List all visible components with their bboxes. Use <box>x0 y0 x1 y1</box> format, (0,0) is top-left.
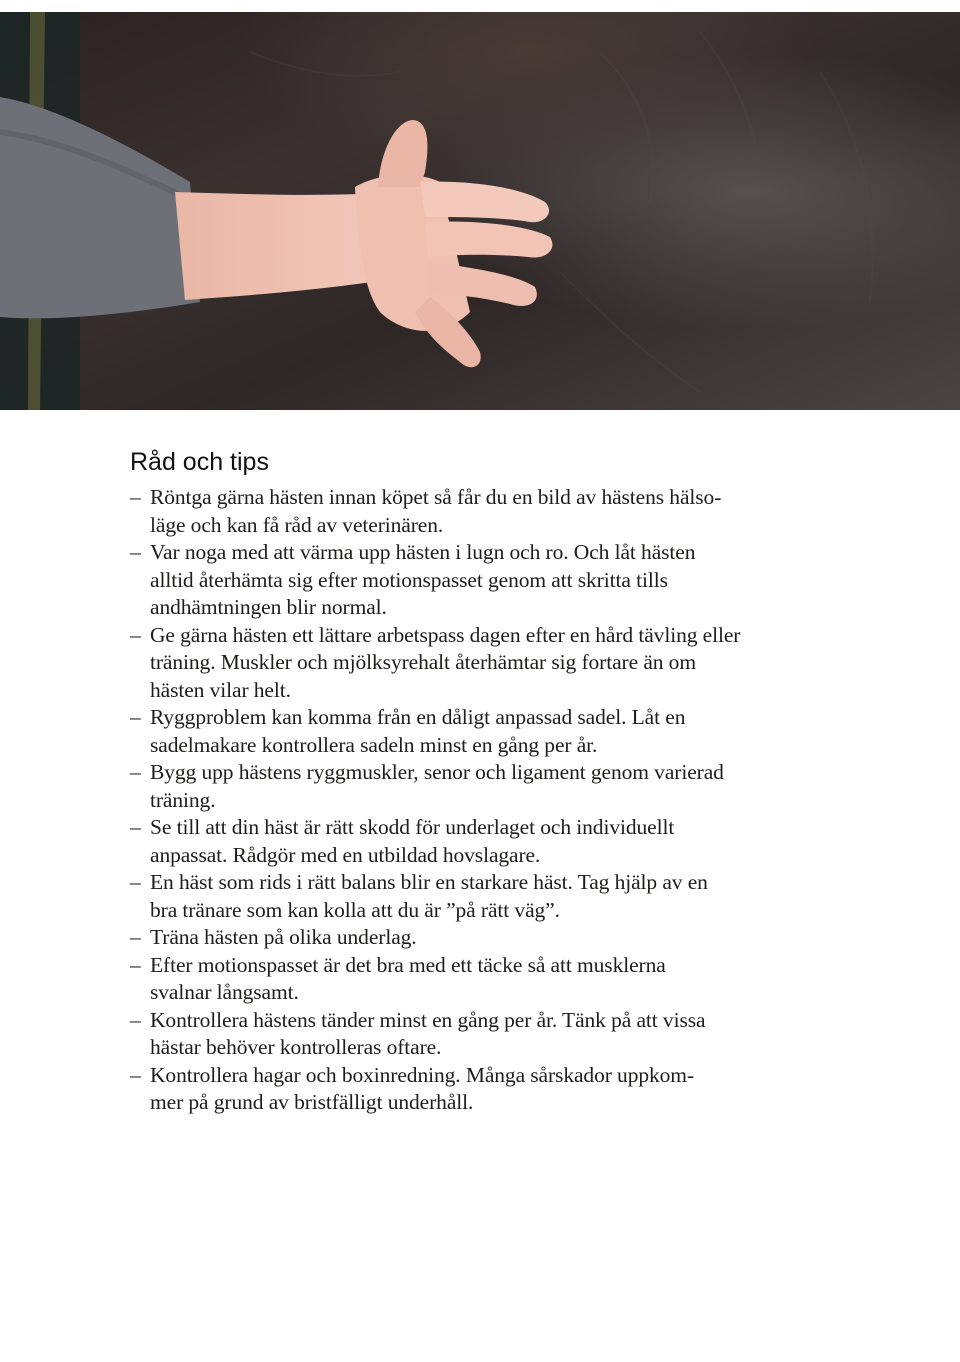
tip-text-line: hästen vilar helt. <box>150 677 291 702</box>
horse-photo <box>0 12 960 410</box>
tips-list <box>130 484 830 1117</box>
tip-text-line: Ryggproblem kan komma från en dåligt anpassad sadel. Låt en <box>150 705 686 729</box>
tip-text-line: alltid återhämta sig efter motionspasset genom att skritta tills <box>150 567 668 592</box>
tip-item <box>130 924 830 952</box>
tip-text-line: Var noga med att värma upp hästen i lugn och ro. Och låt hästen <box>150 540 696 564</box>
dash-bullet: – <box>130 1062 141 1087</box>
tip-text-line: Bygg upp hästens ryggmuskler, senor och ligament genom varierad <box>150 760 724 784</box>
tip-text-line: träning. Muskler och mjölksyrehalt återhämtar sig fortare än om <box>150 650 696 674</box>
tip-text-line: svalnar långsamt. <box>150 980 299 1004</box>
tip-item <box>130 759 830 814</box>
tip-text-line: anpassat. Rådgör med en utbildad hovslagare. <box>150 842 541 867</box>
tip-text-line: mer på grund av bristfälligt underhåll. <box>150 1090 474 1114</box>
dash-bullet: – <box>130 485 141 509</box>
tip-item <box>130 869 830 924</box>
tip-text-line: bra tränare som kan kolla att du är ”på rätt väg”. <box>150 897 560 922</box>
dash-bullet: – <box>130 705 141 729</box>
dash-bullet: – <box>130 760 141 784</box>
tip-text-line: andhämtningen blir normal. <box>150 595 387 619</box>
dash-bullet: – <box>130 925 141 949</box>
tip-text-line: läge och kan få råd av veterinären. <box>150 512 444 537</box>
tip-text-line: Efter motionspasset är det bra med ett täcke så att musklerna <box>150 952 666 977</box>
tip-item <box>130 704 830 759</box>
tip-text-line: Ge gärna hästen ett lättare arbetspass dagen efter en hård tävling eller <box>150 622 741 647</box>
tip-text-line: Kontrollera hästens tänder minst en gång per år. Tänk på att vissa <box>150 1007 706 1032</box>
tip-item <box>130 539 830 622</box>
dash-bullet: – <box>130 622 141 647</box>
tip-item <box>130 814 830 869</box>
tip-text-line: Se till att din häst är rätt skodd för underlaget och individuellt <box>150 815 675 839</box>
tip-text-line: Röntga gärna hästen innan köpet så får du en bild av hästens hälso- <box>150 485 722 509</box>
dash-bullet: – <box>130 952 141 977</box>
tip-item <box>130 484 830 539</box>
tip-text-line: Träna hästen på olika underlag. <box>150 925 417 949</box>
tip-text-line: En häst som rids i rätt balans blir en starkare häst. Tag hjälp av en <box>150 870 708 894</box>
tip-item <box>130 622 830 705</box>
tip-text-line: sadelmakare kontrollera sadeln minst en gång per år. <box>150 732 598 757</box>
tips-section <box>130 446 830 1117</box>
tip-item <box>130 1062 830 1117</box>
tip-text-line: träning. <box>150 787 216 812</box>
tip-text-line: Kontrollera hagar och boxinredning. Många sårskador uppkom- <box>150 1062 694 1087</box>
section-heading: Råd och tips <box>130 448 269 476</box>
tip-item <box>130 1007 830 1062</box>
horse-photo-illustration <box>0 12 960 410</box>
dash-bullet: – <box>130 815 141 839</box>
dash-bullet: – <box>130 540 141 564</box>
tip-text-line: hästar behöver kontrolleras oftare. <box>150 1035 442 1059</box>
dash-bullet: – <box>130 1007 141 1032</box>
dash-bullet: – <box>130 870 141 894</box>
tip-item <box>130 952 830 1007</box>
